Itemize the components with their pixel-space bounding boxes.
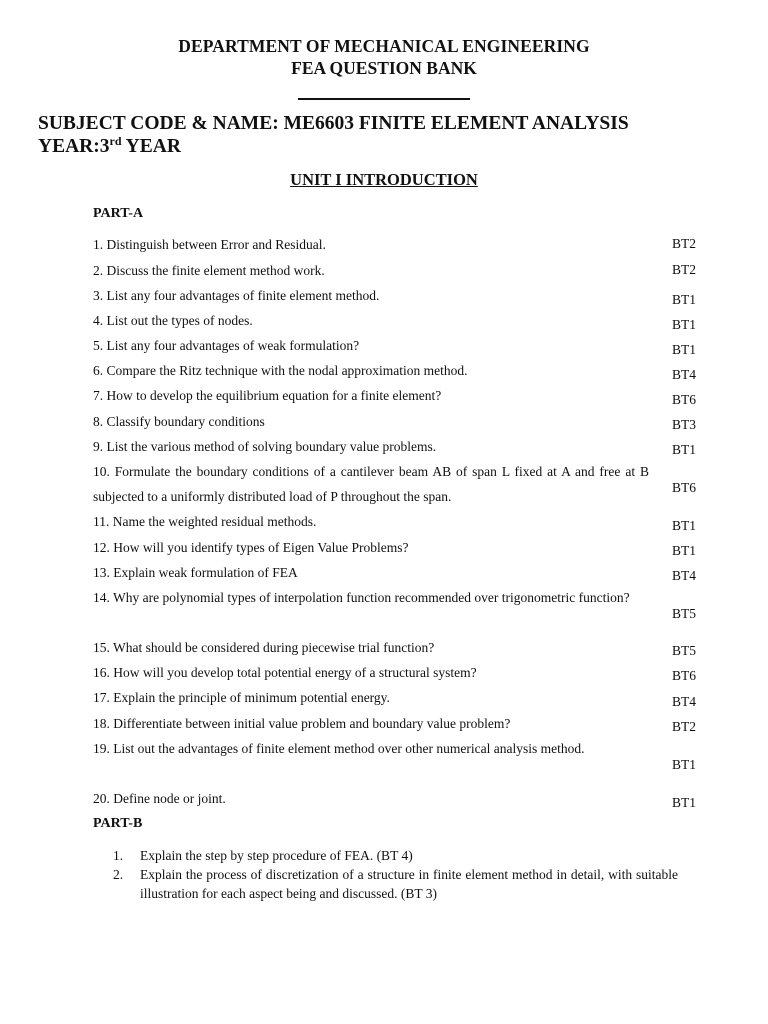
question-text: 4. List out the types of nodes. — [93, 313, 253, 328]
subject-line: SUBJECT CODE & NAME: ME6603 FINITE ELEMENT ANALYSIS — [38, 113, 629, 134]
question-text: 12. How will you identify types of Eigen Value Problems? — [93, 540, 409, 555]
bt-level: BT6 — [672, 480, 697, 495]
question-text: 17. Explain the principle of minimum potential energy. — [93, 690, 390, 705]
question-text: 19. List out the advantages of finite element method over other numerical analysis method. — [93, 741, 585, 756]
part-b-list — [113, 846, 678, 903]
question-text: 14. Why are polynomial types of interpolation function recommended over trigonometric function? — [93, 590, 630, 605]
bt-level: BT1 — [672, 342, 697, 357]
question-text: 15. What should be considered during piecewise trial function? — [93, 640, 435, 655]
question-text: 20. Define node or joint. — [93, 791, 226, 806]
bt-level: BT2 — [672, 236, 697, 251]
list-item-text: Explain the process of discretization of a structure in finite element method in detail, with suitable illustration for each aspect being and discussed. (BT 3) — [140, 867, 678, 901]
bt-level: BT1 — [672, 543, 697, 558]
year-ordinal-suffix: rd — [109, 134, 122, 148]
bt-level: BT1 — [672, 518, 697, 533]
question-text: 11. Name the weighted residual methods. — [93, 514, 317, 529]
question-text: 5. List any four advantages of weak formulation? — [93, 338, 360, 353]
year-prefix: YEAR:3 — [38, 136, 110, 157]
question-text: 16. How will you develop total potential energy of a structural system? — [93, 665, 477, 680]
bt-level: BT1 — [672, 795, 697, 810]
year-suffix: YEAR — [121, 136, 181, 157]
question-text: 6. Compare the Ritz technique with the nodal approximation method. — [93, 363, 468, 378]
bt-level: BT2 — [672, 262, 697, 277]
bt-level: BT6 — [672, 668, 697, 683]
list-item-text: Explain the step by step procedure of FEA. (BT 4) — [140, 848, 413, 863]
question-text: 7. How to develop the equilibrium equation for a finite element? — [93, 388, 442, 403]
bt-level: BT4 — [672, 694, 697, 709]
department-heading: DEPARTMENT OF MECHANICAL ENGINEERING — [178, 36, 590, 56]
bt-level: BT1 — [672, 757, 697, 772]
question-bank-heading: FEA QUESTION BANK — [291, 58, 477, 78]
question-text: 3. List any four advantages of finite element method. — [93, 288, 380, 303]
question-text: 18. Differentiate between initial value problem and boundary value problem? — [93, 716, 511, 731]
bt-level: BT1 — [672, 317, 697, 332]
question-text: 9. List the various method of solving boundary value problems. — [93, 439, 437, 454]
list-item-number: 2. — [113, 867, 124, 882]
part-b-label: PART-B — [93, 816, 143, 831]
bt-level: BT2 — [672, 719, 697, 734]
bt-level: BT5 — [672, 606, 697, 621]
bt-level: BT3 — [672, 417, 697, 432]
list-item — [113, 846, 678, 865]
bt-level: BT4 — [672, 568, 697, 583]
question-text: 8. Classify boundary conditions — [93, 414, 265, 429]
part-a-label: PART-A — [93, 206, 144, 221]
year-line — [38, 136, 181, 158]
question-text: 1. Distinguish between Error and Residual. — [93, 237, 326, 252]
list-item — [113, 865, 678, 903]
bt-level: BT1 — [672, 292, 697, 307]
heading-divider — [298, 98, 470, 100]
question-text: 10. Formulate the boundary conditions of a cantilever beam AB of span L fixed at A and free at B subjected to a uniformly distributed load of P throughout the span. — [93, 464, 649, 504]
bt-level: BT4 — [672, 367, 697, 382]
unit-title: UNIT I INTRODUCTION — [290, 170, 478, 189]
bt-level: BT1 — [672, 442, 697, 457]
list-item-number: 1. — [113, 848, 124, 863]
question-text: 13. Explain weak formulation of FEA — [93, 565, 298, 580]
bt-level: BT6 — [672, 392, 697, 407]
bt-level: BT5 — [672, 643, 697, 658]
question-text: 2. Discuss the finite element method work. — [93, 263, 325, 278]
